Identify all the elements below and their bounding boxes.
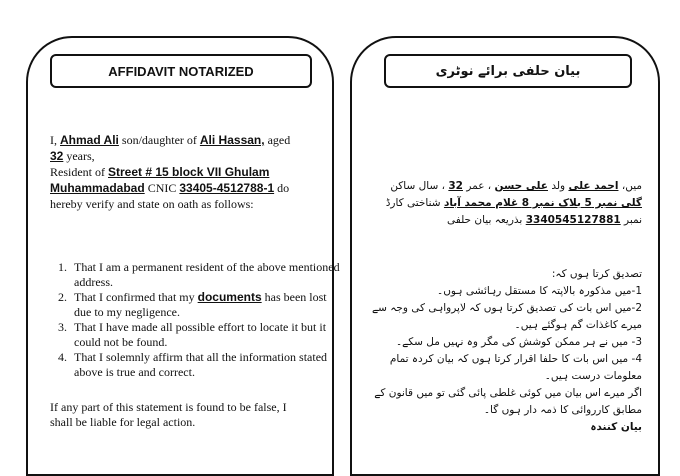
urdu-confirm-line: تصدیق کرتا ہوں کہ:	[551, 268, 642, 280]
urdu-statement-item: 4- میں اس بات کا حلفا اقرار کرتا ہوں کہ بیان کردہ تمام معلومات درست ہیں۔	[389, 353, 642, 382]
deponent-name: Ahmad Ali	[60, 133, 119, 147]
liability-clause: If any part of this statement is found to be false, I shall be liable for legal action.	[50, 400, 287, 429]
urdu-deponent-name: احمد علی	[568, 180, 619, 192]
affidavit-intro	[50, 132, 320, 212]
urdu-liability-clause: اگر میرے اس بیان میں کوئی غلطی پائی گئی تو میں قانون کے مطابق کارروائی کا ذمہ دار ہوں گا۔	[374, 387, 642, 416]
urdu-cnic: 3340545127881	[525, 214, 621, 226]
statement-item: 3. That I have made all possible effort to locate it but it could not be found.	[70, 320, 340, 350]
statement-item: 2. That I confirmed that my documents has been lost due to my negligence.	[70, 290, 340, 320]
documents-keyword: documents	[197, 290, 262, 304]
urdu-address: گلی نمبر 5 بلاک نمبر 8 غلام محمد آباد	[443, 197, 642, 209]
statement-item: 1. That I am a permanent resident of the above mentioned address.	[70, 260, 340, 290]
resident-label: Resident of	[50, 165, 105, 179]
urdu-affidavit-panel	[350, 36, 660, 476]
urdu-signatory-label: بیان کنندہ	[590, 421, 642, 433]
english-affidavit-panel	[26, 36, 340, 476]
urdu-statements	[370, 266, 642, 436]
deponent-cnic: 33405-4512788-1	[179, 181, 275, 195]
cnic-label: CNIC	[147, 181, 177, 195]
father-name: Ali Hassan,	[199, 133, 265, 147]
urdu-statement-item: 1-میں مذکورہ بالاپتہ کا مستقل رہائشی ہوں۔	[437, 285, 642, 297]
affidavit-statements	[50, 260, 340, 380]
deponent-address: Street # 15 block VII Ghulam Muhammadabad	[50, 165, 270, 195]
intro-prefix: I,	[50, 133, 57, 147]
urdu-statement-item: 3- میں نے ہر ممکن کوشش کی مگر وہ نہیں مل سکے۔	[396, 336, 642, 348]
statement-item: 4. That I solemnly affirm that all the information stated above is true and correct.	[70, 350, 340, 380]
english-title: AFFIDAVIT NOTARIZED	[50, 54, 312, 88]
intro-relation: son/daughter of	[121, 133, 197, 147]
deponent-age: 32	[50, 149, 64, 163]
urdu-father-name: علی حسن	[494, 180, 548, 192]
urdu-age: 32	[448, 180, 463, 192]
intro-tail: do hereby verify and state on oath as follows:	[50, 181, 290, 211]
urdu-statement-item: 2-میں اس بات کی تصدیق کرتا ہوں کہ لاپرواہی کی وجہ سے میرے کاغذات گم ہوگئے ہیں۔	[371, 302, 642, 331]
intro-years: years,	[66, 149, 95, 163]
urdu-intro: میں، احمد علی ولد علی حسن ، عمر 32 ، سال ساکن گلی نمبر 5 بلاک نمبر 8 غلام محمد آباد شناختی کارڈ نمبر 3340545127881 بذریعہ بیان حلفی	[385, 180, 642, 226]
intro-aged: aged	[267, 133, 291, 147]
urdu-title: بیان حلفی برائے نوٹری	[384, 54, 632, 88]
